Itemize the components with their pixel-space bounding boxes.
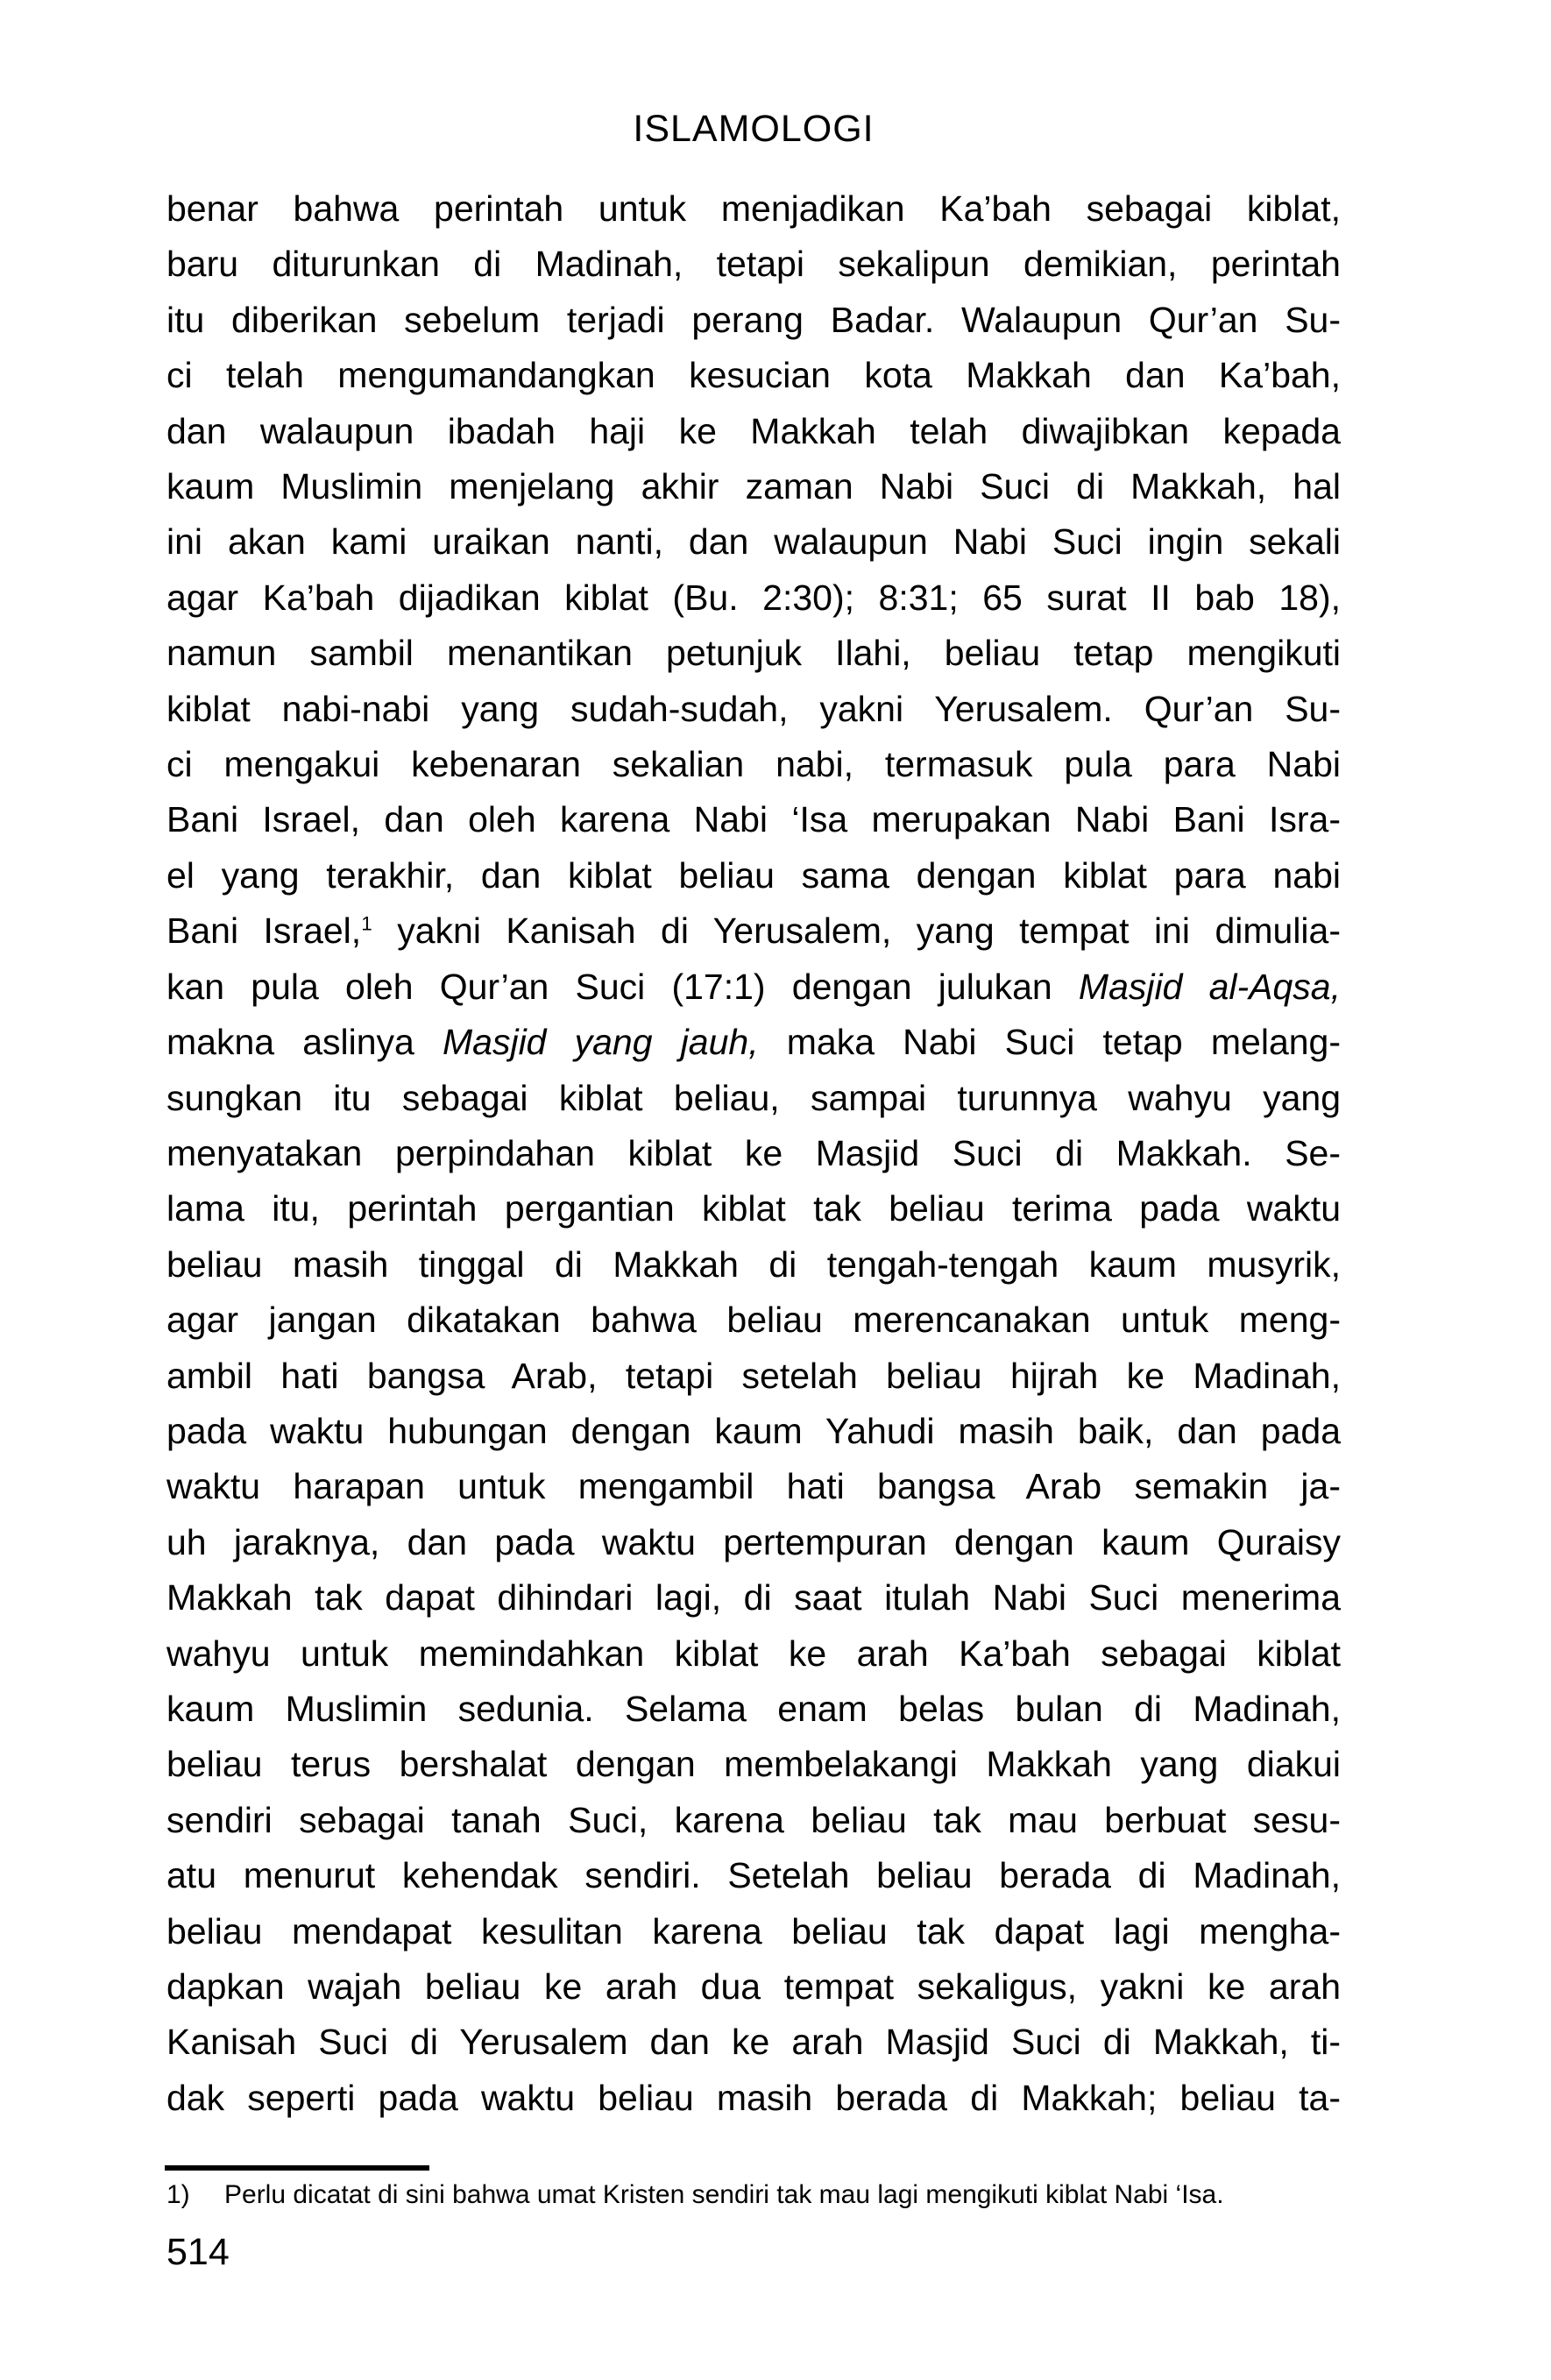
text-segment: Kanisah Suci di Yerusalem dan ke arah Masjid Suci di Makkah, ti- bbox=[166, 2022, 1341, 2063]
text-line bbox=[166, 737, 1341, 792]
footnote-ref: 1 bbox=[361, 912, 372, 935]
text-line bbox=[166, 1626, 1341, 1682]
text-segment: beliau mendapat kesulitan karena beliau tak dapat lagi mengha- bbox=[166, 1910, 1341, 1951]
text-segment: atu menurut kehendak sendiri. Setelah beliau berada di Madinah, bbox=[166, 1855, 1341, 1896]
text-segment: Makkah tak dapat dihindari lagi, di saat itulah Nabi Suci menerima bbox=[166, 1577, 1341, 1619]
footnote-marker: 1) bbox=[166, 2180, 190, 2209]
text-line bbox=[166, 2071, 1341, 2126]
text-segment: dak seperti pada waktu beliau masih berada di Makkah; beliau ta- bbox=[166, 2077, 1341, 2118]
text-line bbox=[166, 1848, 1341, 1903]
text-segment: namun sambil menantikan petunjuk Ilahi, beliau tetap mengikuti bbox=[166, 633, 1341, 674]
text-segment: pada waktu hubungan dengan kaum Yahudi masih baik, dan pada bbox=[166, 1410, 1341, 1451]
text-line bbox=[166, 626, 1341, 681]
text-segment: wahyu untuk memindahkan kiblat ke arah Ka’bah sebagai kiblat bbox=[166, 1633, 1341, 1674]
text-segment: makna aslinya bbox=[166, 1022, 443, 1063]
text-line bbox=[166, 792, 1341, 847]
text-line bbox=[166, 903, 1341, 959]
text-segment: yakni Kanisah di Yerusalem, yang tempat ini dimulia- bbox=[372, 910, 1341, 952]
text-segment: Bani Israel, dan oleh karena Nabi ‘Isa merupakan Nabi Bani Isra- bbox=[166, 799, 1341, 840]
text-line bbox=[166, 1570, 1341, 1626]
text-segment: ci mengakui kebenaran sekalian nabi, termasuk pula para Nabi bbox=[166, 744, 1341, 785]
text-segment: agar Ka’bah dijadikan kiblat (Bu. 2:30); 8:31; 65 surat II bab 18), bbox=[166, 577, 1341, 618]
text-segment: benar bahwa perintah untuk menjadikan Ka’bah sebagai kiblat, bbox=[166, 188, 1341, 229]
text-line bbox=[166, 1237, 1341, 1293]
text-segment: ambil hati bangsa Arab, tetapi setelah beliau hijrah ke Madinah, bbox=[166, 1355, 1341, 1396]
text-segment: ci telah mengumandangkan kesucian kota Makkah dan Ka’bah, bbox=[166, 355, 1341, 396]
text-segment: kiblat nabi-nabi yang sudah-sudah, yakni Yerusalem. Qur’an Su- bbox=[166, 688, 1341, 729]
text-segment: ini akan kami uraikan nanti, dan walaupun Nabi Suci ingin sekali bbox=[166, 521, 1341, 563]
text-line bbox=[166, 1349, 1341, 1404]
running-head: ISLAMOLOGI bbox=[633, 108, 875, 150]
text-line bbox=[166, 293, 1341, 348]
text-segment: agar jangan dikatakan bahwa beliau merencanakan untuk meng- bbox=[166, 1300, 1341, 1341]
text-segment: uh jaraknya, dan pada waktu pertempuran dengan kaum Quraisy bbox=[166, 1521, 1341, 1562]
text-segment: Masjid al-Aqsa, bbox=[1078, 966, 1342, 1007]
footnote-text: Perlu dicatat di sini bahwa umat Kristen sendiri tak mau lagi mengikuti kiblat Nabi ‘Isa. bbox=[224, 2180, 1224, 2209]
text-line bbox=[166, 181, 1341, 237]
text-segment: lama itu, perintah pergantian kiblat tak beliau terima pada waktu bbox=[166, 1188, 1341, 1229]
text-segment: kaum Muslimin sedunia. Selama enam belas bulan di Madinah, bbox=[166, 1688, 1341, 1729]
text-segment: baru diturunkan di Madinah, tetapi sekalipun demikian, perintah bbox=[166, 244, 1341, 285]
body-text bbox=[166, 181, 1341, 2126]
text-line bbox=[166, 348, 1341, 403]
text-line bbox=[166, 1293, 1341, 1348]
text-segment: el yang terakhir, dan kiblat beliau sama dengan kiblat para nabi bbox=[166, 854, 1341, 896]
text-segment: itu diberikan sebelum terjadi perang Badar. Walaupun Qur’an Su- bbox=[166, 299, 1341, 340]
text-line bbox=[166, 1959, 1341, 2015]
text-segment: sungkan itu sebagai kiblat beliau, sampai turunnya wahyu yang bbox=[166, 1077, 1341, 1118]
text-segment: sendiri sebagai tanah Suci, karena beliau tak mau berbuat sesu- bbox=[166, 1799, 1341, 1840]
text-line bbox=[166, 1904, 1341, 1959]
text-line bbox=[166, 237, 1341, 292]
text-segment: kan pula oleh Qur’an Suci (17:1) dengan julukan bbox=[166, 966, 1079, 1007]
text-segment: beliau masih tinggal di Makkah di tengah-tengah kaum musyrik, bbox=[166, 1243, 1341, 1285]
text-line bbox=[166, 514, 1341, 570]
text-line bbox=[166, 570, 1341, 626]
text-line bbox=[166, 1015, 1341, 1070]
text-segment: Masjid yang jauh, bbox=[443, 1022, 759, 1063]
text-line bbox=[166, 1515, 1341, 1570]
text-segment: dapkan wajah beliau ke arah dua tempat sekaligus, yakni ke arah bbox=[166, 1966, 1341, 2007]
text-line bbox=[166, 1459, 1341, 1514]
text-segment: waktu harapan untuk mengambil hati bangsa Arab semakin ja- bbox=[166, 1466, 1341, 1507]
page-number: 514 bbox=[166, 2231, 230, 2273]
text-segment: maka Nabi Suci tetap melang- bbox=[758, 1022, 1342, 1063]
text-line bbox=[166, 1793, 1341, 1848]
text-line bbox=[166, 1071, 1341, 1126]
text-line bbox=[166, 404, 1341, 459]
text-line bbox=[166, 1404, 1341, 1459]
text-line bbox=[166, 1737, 1341, 1792]
footnote-rule bbox=[165, 2165, 429, 2171]
text-segment: kaum Muslimin menjelang akhir zaman Nabi Suci di Makkah, hal bbox=[166, 466, 1341, 507]
text-line bbox=[166, 1682, 1341, 1737]
text-segment: beliau terus bershalat dengan membelakangi Makkah yang diakui bbox=[166, 1744, 1341, 1785]
text-segment: Bani Israel, bbox=[166, 910, 362, 952]
text-segment: dan walaupun ibadah haji ke Makkah telah diwajibkan kepada bbox=[166, 410, 1341, 451]
text-line bbox=[166, 459, 1341, 514]
text-line bbox=[166, 2015, 1341, 2070]
text-line bbox=[166, 1126, 1341, 1181]
text-line bbox=[166, 682, 1341, 737]
text-line bbox=[166, 1181, 1341, 1236]
text-segment: menyatakan perpindahan kiblat ke Masjid Suci di Makkah. Se- bbox=[166, 1132, 1341, 1173]
footnote bbox=[166, 2176, 1498, 2214]
text-line bbox=[166, 960, 1341, 1015]
text-line bbox=[166, 848, 1341, 903]
